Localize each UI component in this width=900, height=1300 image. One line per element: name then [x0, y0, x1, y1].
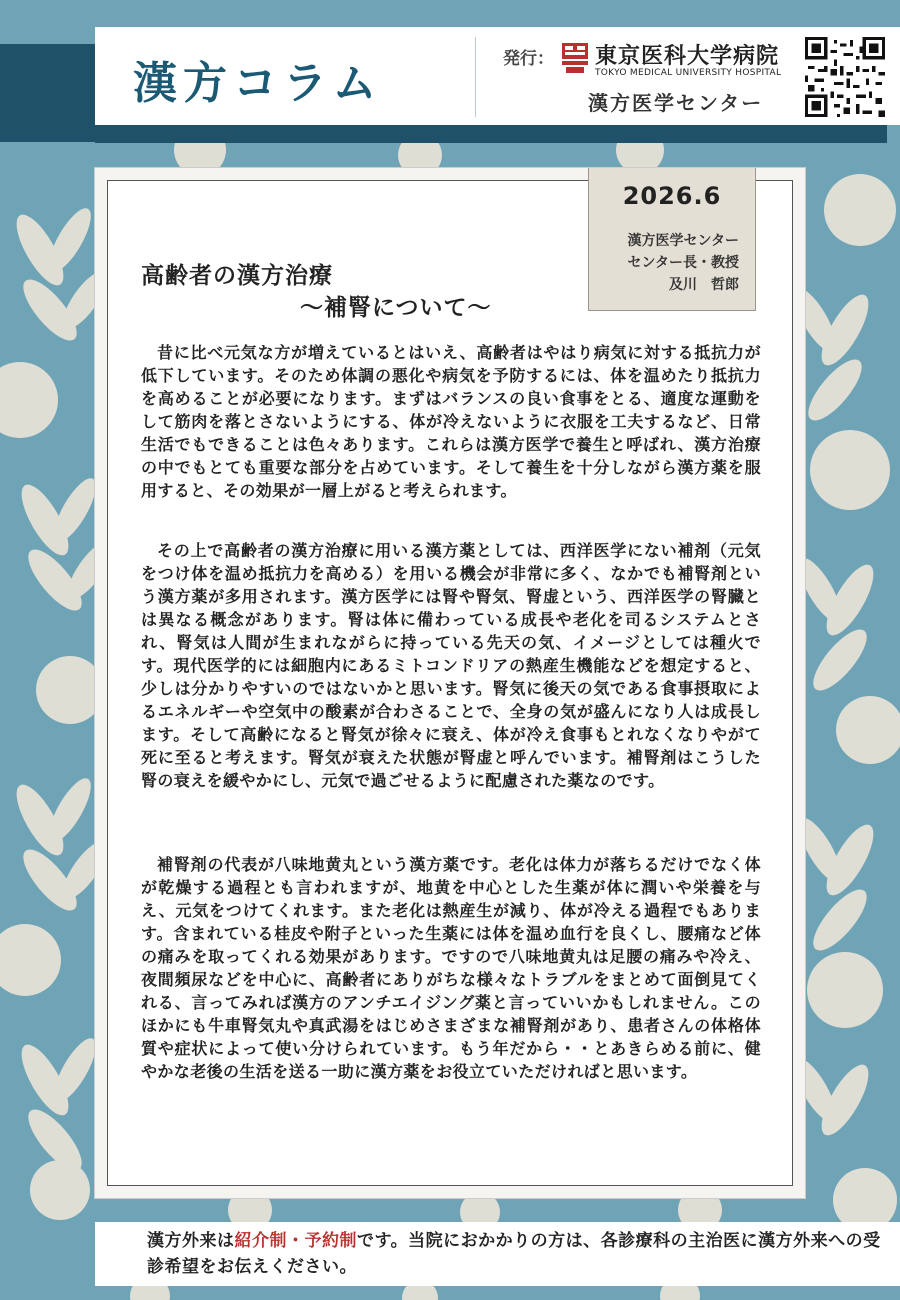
- header-accent-bar-bottom: [95, 125, 887, 143]
- hospital-name: 東京医科大学病院: [595, 44, 780, 69]
- footer-text: [147, 1228, 887, 1280]
- footer-note: [95, 1222, 900, 1286]
- header-divider: [475, 37, 476, 117]
- footer-text-before: 漢方外来は: [147, 1231, 235, 1251]
- hospital-name-en: TOKYO MEDICAL UNIVERSITY HOSPITAL: [595, 68, 782, 78]
- publisher-label: 発行：: [503, 49, 554, 69]
- article-subtitle: ～補腎について～: [300, 295, 492, 321]
- article-paper: [95, 168, 805, 1198]
- footer-highlight: 紹介制・予約制: [234, 1231, 357, 1251]
- author-title: センター長・教授: [627, 255, 739, 271]
- article-frame: [107, 180, 793, 1186]
- header: [95, 27, 900, 125]
- header-accent-bar-left: [0, 44, 95, 142]
- center-name: 漢方医学センター: [588, 91, 764, 115]
- issue-info-box: [588, 168, 756, 311]
- hospital-logo-icon: [560, 41, 590, 75]
- article-paragraph-1: 昔に比べ元気な方が増えているとはいえ、高齢者はやはり病気に対する抵抗力が低下しています。そのため体調の悪化や病気を予防するには、体を温めたり抵抗力を高めることが必要になります。まずはバランスの良い食事をとる、適度な運動をして筋肉を落とさないようにする、体が冷えないように衣服を工夫するなど、日常生活でもできることは色々あります。これらは漢方医学で養生と呼ばれ、漢方治療の中でもとても重要な部分を占めています。そして養生を十分しながら漢方薬を服用すると、その効果が一層上がると考えられます。: [141, 343, 761, 500]
- issue-date: 2026.6: [622, 182, 722, 210]
- author-department: 漢方医学センター: [627, 233, 739, 249]
- footer-text-after: です。当院におかかりの方は、各診療科の主治医に漢方外来への受診希望をお伝えください。: [147, 1231, 881, 1277]
- author-name: 及川 哲郎: [669, 277, 739, 293]
- column-title: 漢方コラム: [133, 58, 383, 109]
- article-paragraph-2: その上で高齢者の漢方治療に用いる漢方薬としては、西洋医学にない補剤（元気をつけ体を温め抵抗力を高める）を用いる機会が非常に多く、なかでも補腎剤という漢方薬が多用されます。漢方医学には腎や腎気、腎虚という、西洋医学の腎臓とは異なる概念があります。腎は体に備わっている成長や老化を司るシステムとされ、腎気は人間が生まれながらに持っている先天の気、イメージとしては種火です。現代医学的には細胞内にあるミトコンドリアの熱産生機能などを想定すると、少しは分かりやすいのではないかと思います。腎気に後天の気である食事摂取によるエネルギーや空気中の酸素が合わさることで、全身の気が盛んになり人は成長します。そして高齢になると腎気が徐々に衰え、体が冷え食事もとれなくなりやがて死に至ると考えます。腎気が衰えた状態が腎虚と呼んでいます。補腎剤はこうした腎の衰えを緩やかにし、元気で過ごせるように配慮された薬なのです。: [141, 541, 761, 790]
- qr-code-icon[interactable]: [805, 37, 885, 117]
- article-title: 高齢者の漢方治療: [141, 263, 333, 289]
- article-paragraph-3: 補腎剤の代表が八味地黄丸という漢方薬です。老化は体力が落ちるだけでなく体が乾燥する過程とも言われますが、地黄を中心とした生薬が体に潤いや栄養を与え、元気をつけてくれます。また老化は熱産生が減り、体が冷える過程でもあります。含まれている桂皮や附子といった生薬には体を温め血行を良くし、腰痛など体の痛みを取ってくれる効果があります。ですので八味地黄丸は足腰の痛みや冷え、夜間頻尿などを中心に、高齢者にありがちな様々なトラブルをまとめて面倒見てくれる、言ってみれば漢方のアンチエイジング薬と言っていいかもしれません。このほかにも牛車腎気丸や真武湯をはじめさまざまな補腎剤があり、患者さんの体格体質や症状によって使い分けられています。もう年だから・・とあきらめる前に、健やかな老後の生活を送る一助に漢方薬をお役立ていただければと思います。: [141, 855, 761, 1081]
